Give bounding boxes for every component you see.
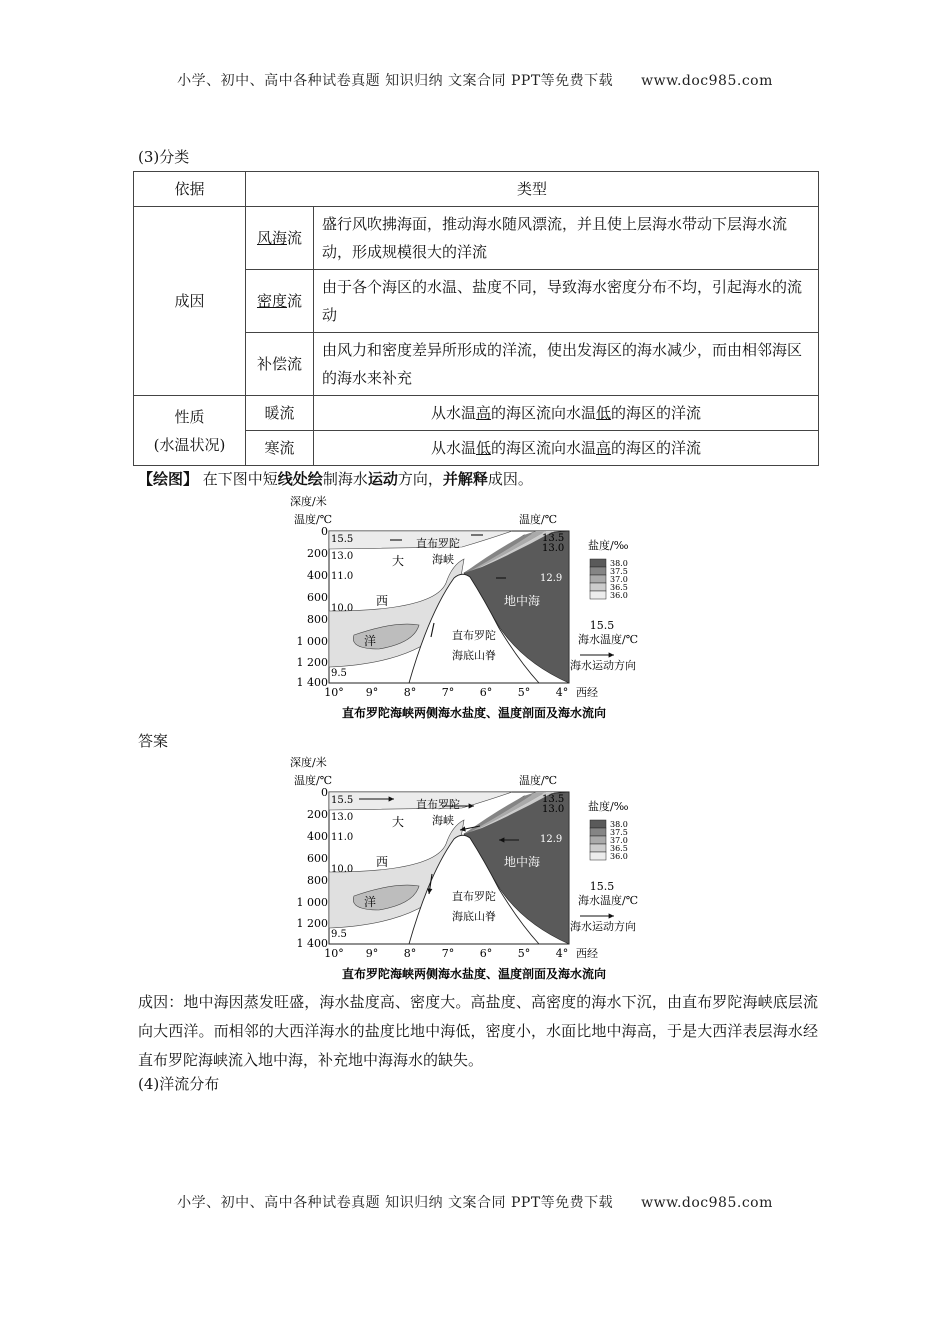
salinity-value: 36.0 bbox=[610, 591, 628, 600]
longitude-tick: 10° bbox=[324, 947, 344, 960]
section-title: (3)分类 bbox=[138, 148, 190, 166]
ocean-label-char: 洋 bbox=[364, 895, 377, 909]
depth-tick: 1 400 bbox=[296, 676, 328, 689]
depth-tick: 400 bbox=[307, 569, 328, 582]
page-footer: 小学、初中、高中各种试卷真题 知识归纳 文案合同 PPT等免费下载 www.doc985.com bbox=[177, 1195, 773, 1211]
longitude-suffix: 西经 bbox=[576, 947, 598, 960]
temp-label-left: 温度/℃ bbox=[294, 513, 333, 526]
strait-label: 海峡 bbox=[432, 553, 454, 566]
depth-tick: 1 000 bbox=[296, 896, 328, 909]
warm-current-name: 暖流 bbox=[246, 396, 314, 431]
header-type: 类型 bbox=[246, 172, 819, 207]
type-desc: 由于各个海区的水温、盐度不同，导致海水密度分布不均，引起海水的流动 bbox=[314, 270, 819, 333]
salinity-swatch bbox=[590, 559, 606, 567]
temp-value-right: 13.0 bbox=[542, 804, 565, 815]
temp-value-left: 15.5 bbox=[331, 795, 354, 806]
answer-label: 答案 bbox=[138, 732, 169, 750]
figure-caption: 直布罗陀海峡两侧海水盐度、温度剖面及海水流向 bbox=[341, 706, 607, 720]
salinity-value: 38.0 bbox=[610, 559, 628, 568]
salinity-swatch bbox=[590, 583, 606, 591]
warm-current-desc: 从水温高的海区流向水温低的海区的洋流 bbox=[314, 396, 819, 431]
salinity-value: 36.5 bbox=[610, 583, 628, 592]
depth-tick: 200 bbox=[307, 808, 328, 821]
salinity-swatch bbox=[590, 575, 606, 583]
temp-value-left: 10.0 bbox=[331, 603, 354, 614]
ridge-label: 海底山脊 bbox=[452, 649, 496, 662]
cause-label: 成因 bbox=[134, 207, 246, 396]
salinity-swatch bbox=[590, 836, 606, 844]
longitude-tick: 9° bbox=[365, 686, 379, 699]
subsection-title: (4)洋流分布 bbox=[138, 1075, 220, 1093]
salinity-swatch bbox=[590, 567, 606, 575]
drawing-task: 【绘图】 在下图中短线处绘制海水运动方向，并解释成因。 bbox=[138, 470, 533, 488]
flow-arrow-legend bbox=[580, 913, 614, 918]
longitude-tick: 6° bbox=[479, 686, 493, 699]
salinity-value: 38.0 bbox=[610, 820, 628, 829]
temp-label-right: 温度/℃ bbox=[519, 513, 558, 526]
depth-tick: 800 bbox=[307, 874, 328, 887]
table-row bbox=[134, 207, 819, 270]
salinity-value: 37.0 bbox=[610, 575, 628, 584]
strait-label: 直布罗陀 bbox=[416, 537, 460, 550]
salinity-swatch bbox=[590, 852, 606, 860]
flow-arrow-legend bbox=[580, 652, 614, 657]
sea-label: 地中海 bbox=[504, 855, 541, 869]
depth-tick: 200 bbox=[307, 547, 328, 560]
ridge-label: 海底山脊 bbox=[452, 910, 496, 923]
header-basis: 依据 bbox=[134, 172, 246, 207]
cold-current-name: 寒流 bbox=[246, 431, 314, 466]
temp-value-right: 13.5 bbox=[542, 794, 565, 805]
temp-value-left: 9.5 bbox=[331, 929, 347, 940]
salinity-legend-title: 盐度/‰ bbox=[588, 539, 629, 552]
ocean-label-char: 西 bbox=[376, 855, 389, 869]
salinity-swatch bbox=[590, 820, 606, 828]
table-header-row bbox=[134, 172, 819, 207]
depth-tick: 0 bbox=[321, 786, 328, 799]
longitude-tick: 10° bbox=[324, 686, 344, 699]
isotherm-example: 15.5 bbox=[589, 619, 615, 632]
temp-value-left: 10.0 bbox=[331, 864, 354, 875]
depth-tick: 800 bbox=[307, 613, 328, 626]
temp-value-left: 11.0 bbox=[331, 571, 354, 582]
classification-table bbox=[133, 171, 819, 466]
depth-tick: 0 bbox=[321, 525, 328, 538]
longitude-tick: 7° bbox=[441, 686, 455, 699]
temp-label-right: 温度/℃ bbox=[519, 774, 558, 787]
nature-label: 性质 (水温状况) bbox=[134, 396, 246, 466]
sea-label: 地中海 bbox=[504, 594, 541, 608]
depth-tick: 1 200 bbox=[296, 917, 328, 930]
longitude-tick: 7° bbox=[441, 947, 455, 960]
salinity-value: 37.5 bbox=[610, 828, 628, 837]
type-desc: 由风力和密度差异所形成的洋流，使出发海区的海水减少，而由相邻海区的海水来补充 bbox=[314, 333, 819, 396]
temp-value-left: 11.0 bbox=[331, 832, 354, 843]
isotherm-label: 海水温度/℃ bbox=[578, 894, 639, 907]
ridge-label: 直布罗陀 bbox=[452, 629, 496, 642]
longitude-tick: 8° bbox=[403, 947, 417, 960]
isotherm-label: 海水温度/℃ bbox=[578, 633, 639, 646]
page-header: 小学、初中、高中各种试卷真题 知识归纳 文案合同 PPT等免费下载 www.doc985.com bbox=[177, 73, 773, 89]
longitude-tick: 5° bbox=[517, 686, 531, 699]
ocean-label-char: 西 bbox=[376, 594, 389, 608]
longitude-tick: 4° bbox=[555, 947, 569, 960]
temp-value-left: 15.5 bbox=[331, 534, 354, 545]
depth-tick: 1 400 bbox=[296, 937, 328, 950]
depth-tick: 400 bbox=[307, 830, 328, 843]
figure-caption: 直布罗陀海峡两侧海水盐度、温度剖面及海水流向 bbox=[341, 967, 607, 981]
ocean-label-char: 大 bbox=[392, 554, 405, 568]
salinity-value: 36.5 bbox=[610, 844, 628, 853]
salinity-legend-title: 盐度/‰ bbox=[588, 800, 629, 813]
salinity-value: 36.0 bbox=[610, 852, 628, 861]
salinity-swatch bbox=[590, 844, 606, 852]
ridge-label: 直布罗陀 bbox=[452, 890, 496, 903]
table-row bbox=[134, 396, 819, 431]
depth-axis-title: 深度/米 bbox=[290, 495, 327, 508]
salinity-value: 37.5 bbox=[610, 567, 628, 576]
temp-value-left: 13.0 bbox=[331, 551, 354, 562]
strait-label: 直布罗陀 bbox=[416, 798, 460, 811]
depth-tick: 600 bbox=[307, 852, 328, 865]
temp-value-right: 12.9 bbox=[540, 573, 563, 584]
salinity-swatch bbox=[590, 828, 606, 836]
flow-label: 海水运动方向 bbox=[570, 920, 636, 933]
salinity-value: 37.0 bbox=[610, 836, 628, 845]
type-desc: 盛行风吹拂海面，推动海水随风漂流，并且使上层海水带动下层海水流动，形成规模很大的洋流 bbox=[314, 207, 819, 270]
type-name: 补偿流 bbox=[246, 333, 314, 396]
ocean-label-char: 洋 bbox=[364, 634, 377, 648]
longitude-tick: 9° bbox=[365, 947, 379, 960]
depth-tick: 1 200 bbox=[296, 656, 328, 669]
temp-value-right: 12.9 bbox=[540, 834, 563, 845]
longitude-tick: 5° bbox=[517, 947, 531, 960]
depth-axis-title: 深度/米 bbox=[290, 756, 327, 769]
profile-figure-answer bbox=[284, 754, 664, 986]
strait-label: 海峡 bbox=[432, 814, 454, 827]
temp-value-left: 13.0 bbox=[331, 812, 354, 823]
longitude-suffix: 西经 bbox=[576, 686, 598, 699]
ocean-label-char: 大 bbox=[392, 815, 405, 829]
flow-label: 海水运动方向 bbox=[570, 659, 636, 672]
temp-value-right: 13.0 bbox=[542, 543, 565, 554]
temp-value-left: 9.5 bbox=[331, 668, 347, 679]
salinity-swatch bbox=[590, 591, 606, 599]
isotherm-example: 15.5 bbox=[589, 880, 615, 893]
longitude-tick: 6° bbox=[479, 947, 493, 960]
temp-label-left: 温度/℃ bbox=[294, 774, 333, 787]
longitude-tick: 8° bbox=[403, 686, 417, 699]
type-name: 密度流 bbox=[246, 270, 314, 333]
type-name: 风海流 bbox=[246, 207, 314, 270]
explanation-text: 成因：地中海因蒸发旺盛，海水盐度高、密度大。高盐度、高密度的海水下沉，由直布罗陀海峡底层流向大西洋。而相邻的大西洋海水的盐度比地中海低，密度小，水面比地中海高，于是大西洋表层海水经直布罗陀海峡流入地中海，补充地中海海水的缺失。 bbox=[138, 993, 818, 1069]
profile-figure-question bbox=[284, 493, 664, 725]
cold-current-desc: 从水温低的海区流向水温高的海区的洋流 bbox=[314, 431, 819, 466]
temp-value-right: 13.5 bbox=[542, 533, 565, 544]
depth-tick: 600 bbox=[307, 591, 328, 604]
longitude-tick: 4° bbox=[555, 686, 569, 699]
depth-tick: 1 000 bbox=[296, 635, 328, 648]
